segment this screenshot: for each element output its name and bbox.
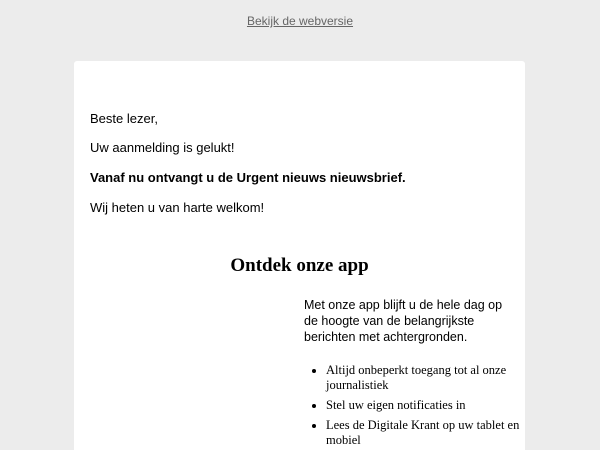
welcome-text: Wij heten u van harte welkom! <box>90 200 265 215</box>
subscription-text: Vanaf nu ontvangt u de Urgent nieuws nieuwsbrief. <box>90 170 406 185</box>
feature-item: • Lees de Digitale Krant op uw tablet en mobiel <box>326 418 526 448</box>
app-section-title: Ontdek onze app <box>230 255 369 276</box>
confirmation-text: Uw aanmelding is gelukt! <box>90 140 235 155</box>
app-feature-list <box>309 363 526 450</box>
app-description: Met onze app blijft u de hele dag op de hoogte van de belangrijkste berichten met achtergronden. <box>304 298 503 344</box>
webversion-link[interactable]: Bekijk de webversie <box>246 14 354 28</box>
feature-item: • Stel uw eigen notificaties in <box>326 398 526 413</box>
email-card <box>74 61 525 450</box>
greeting-text: Beste lezer, <box>90 111 158 126</box>
top-bar <box>0 13 600 29</box>
feature-item: • Altijd onbeperkt toegang tot al onze journalistiek <box>326 363 526 393</box>
